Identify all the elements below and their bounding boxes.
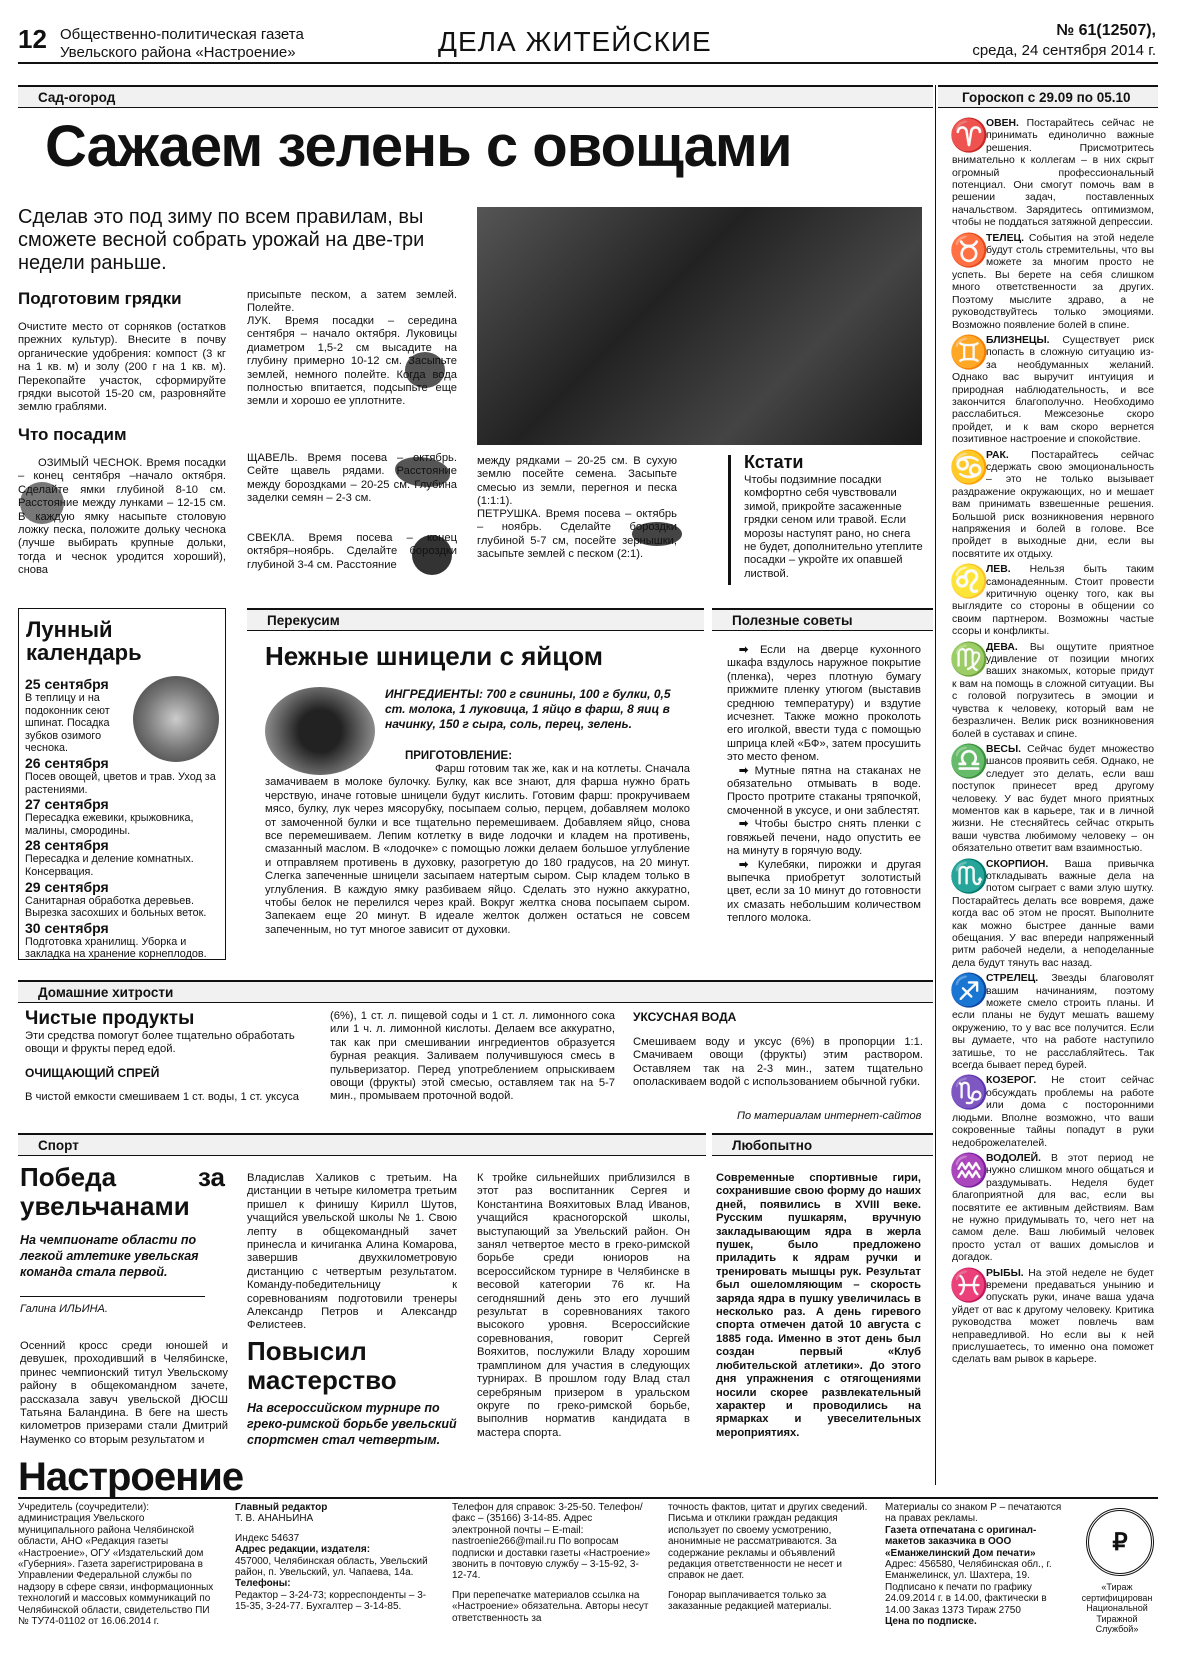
footer-founders: Учредитель (соучредители): администрация Увельского муниципального района Челябинской области, АНО «Редакция газеты «Настроение», ОГУ «Издательский дом «Губерния». Газета зарегистрирована в Управлении Федеральной службы по надзору в сфере связи, информационных технологий и массовых коммуникаций по Челябинской области, свидетельство ПИ № ТУ74-01102 от 16.06.2014 г. <box>18 1502 214 1628</box>
sport-lead-2: На всероссийском турнире по греко-римской борьбе увельский спортсмен стал четвертым. <box>247 1401 457 1447</box>
sport-headline-2: Повысил мастерство <box>247 1336 397 1395</box>
seal-icon: ₽ <box>1086 1508 1154 1576</box>
sport-text-3: К тройке сильнейших приблизился в этот раз воспитанник Сергея и Константина Вояхитовых Влад Иванов, учащийся красногорской школы, выступающий за Увельский район. Он занял четвертое место в греко-римской борьбе среди юниоров на всероссийском турнире в Челябинске в весовой категории 76 кг. На сегодняшний день это его лучший результат в соревнованиях такого высокого уровня. Всероссийские соревнования, говорит Сергей Вояхитов, послужили Владу хорошим трамплином для участия в следующих турнирах. В прошлом году Влад стал серебряным призером в уральском округе по греко-римской борьбе, выполнив норматив кандидата в мастера спорта. <box>477 1172 690 1439</box>
text-onion: ЛУК. Время посадки – середина сентября – начало октября. Луковицы диаметром 1,5-2 см высадите на глубину примерно 10-12 см. Засыпьте землей, немного полейте. Когда вода полностью впитается, подсыпьте еще земли и хорошо ее уплотните. <box>247 315 457 408</box>
libra-icon: ♎ <box>949 742 989 779</box>
lunar-entry: 29 сентября Санитарная обработка деревьев. Вырезка засохших и больных веток. <box>25 878 207 920</box>
lunar-entry: 26 сентября Посев овощей, цветов и трав. Уход за растениями. <box>25 754 216 796</box>
arrow-right-icon: ➡ <box>739 764 755 777</box>
sport-text-2: Владислав Халиков с третьим. На дистанции в четыре километра третьим пришел к финишу Кирилл Шутов, учащийся увельской школы № 1. Свою лепту в общекомандный зачет принесла и кичиганка Алина Комарова, завершив двухкилометровую дистанцию с четвертым результатом. Команду-победительницу к соревнованиям подготовили тренеры Александр Петров и Александр Фелистеев. <box>247 1172 457 1332</box>
garden-photo <box>477 207 922 445</box>
footer-responsibility: точность фактов, цитат и других сведений. Письма и отклики граждан редакция использует по своему усмотрению, анонимные не рассматриваются. За содержание рекламы и объявлений редакция ответственности не несет и справок не дает. Гонорар выплачивается только за заказанные редакцией материалы. <box>668 1502 868 1613</box>
virgo-icon: ♍ <box>949 640 989 677</box>
arrow-right-icon: ➡ <box>739 858 758 871</box>
rubric-snack: Перекусим <box>247 608 704 631</box>
home-vinegar-heading: УКСУСНАЯ ВОДА <box>633 1010 737 1024</box>
heading-beds: Подготовим грядки <box>18 289 182 308</box>
tip-item: ➡ Кулебяки, пирожки и другая выпечка приобретут золотистый цвет, если за 10 минут до готовности их смазать небольшим количеством теплого молока. <box>727 858 922 925</box>
sport-lead: На чемпионате области по легкой атлетике увельская команда стала первой. <box>20 1233 199 1279</box>
horoscope-list <box>949 117 1155 1370</box>
paper-line-1: Общественно-политическая газета <box>60 26 304 43</box>
tips-list <box>727 644 921 926</box>
snack-prep-title: ПРИГОТОВЛЕНИЕ: <box>405 750 513 762</box>
horoscope-sign: ♓ РЫБЫ. На этой неделе не будет времени предаваться унынию и опускать руки, иначе ваша удача уйдет от вас к другому человеку. Критика руководства может повлечь вам неправедливой. Но если вы к ней прислушаетесь, то именно она поможет сделать вам рывок в карьере. <box>949 1266 1154 1366</box>
horoscope-divider <box>935 85 936 1485</box>
footer-logo: Настроение <box>18 1455 244 1499</box>
home-spray-heading: ОЧИЩАЮЩИЙ СПРЕЙ <box>25 1066 160 1080</box>
text-beet: СВЕКЛА. Время посева – конец октября–ноябрь. Сделайте бороздки глубиной 3-4 см. Расстояние <box>247 532 457 571</box>
heading-what: Что посадим <box>18 425 127 444</box>
issue-number: № 61(12507), <box>1056 22 1156 39</box>
home-headline: Чистые продукты <box>25 1008 195 1029</box>
horoscope-sign: ♉ ТЕЛЕЦ. События на этой неделе будут столь стремительны, что вы можете за многим просто не успеть. Вы берете на себя слишком много ответственности за других. Поэтому мыслите здраво, а не руководствуйтесь только эмоциями. Возможно появление болей в спине. <box>949 231 1154 331</box>
footer-editor: Главный редактор Т. В. АНАНЬИНА Индекс 54637 Адрес редакции, издателя: 457000, Челябинская область, Увельский район, п. Увельский, ул. Чапаева, 14а. Телефоны: Редактор – 3-24-73; корреспонденты – 3-15-35, 3-24-77. Бухгалтер – 3-14-85. <box>235 1502 428 1613</box>
text-col3: между рядками – 20-25 см. В сухую землю посейте семена. Засыпьте смесью из земли, перегноя и песка (1:1:1). <box>477 455 677 508</box>
text-parsley: ПЕТРУШКА. Время посева – октябрь – ноябрь. Сделайте бороздки глубиной 5-7 см, посейте зернышки, засыпьте землей с песком (2:1). <box>477 508 677 561</box>
cancer-icon: ♋ <box>949 448 989 485</box>
paper-line-2: Увельского района «Настроение» <box>60 44 296 61</box>
lunar-entry: 27 сентября Пересадка ежевики, крыжовника, малины, смородины. <box>25 796 194 837</box>
gemini-icon: ♊ <box>949 333 989 370</box>
sport-headline: Победа за увельчанами <box>20 1162 225 1221</box>
taurus-icon: ♉ <box>949 231 989 268</box>
footer-contacts: Телефон для справок: 3-25-50. Телефон/факс – (35166) 3-14-85. Адрес электронной почты – E-mail: nastroenie266@mail.ru По вопросам подписки и доставки газеты «Настроение» звонить в почтовую службу – 3-15-92, 3-12-74. При перепечатке материалов ссылка на «Настроение» обязательна. Авторы несут ответственность за <box>452 1502 651 1624</box>
home-source: По материалам интернет-сайтов <box>737 1110 922 1122</box>
horoscope-sign: ♈ ОВЕН. Постарайтесь сейчас не принимать единолично важные решения. Присмотритесь внимательно к коллегам – в них скрыт огромный профессиональный потенциал. Они смогут помочь вам в решении задач, поставленных начальством. Зарядитесь оптимизмом, чтобы не поддаться затяжной депрессии. <box>949 117 1154 229</box>
rubric-sport: Спорт <box>18 1133 706 1156</box>
text-garlic: ОЗИМЫЙ ЧЕСНОК. Время посадки – конец сентября –начало октября. Сделайте ямки глубиной 8-10 см. Расстояние между лунками – 12-15 см. В каждую ямку насыпьте столовую ложку песка, положите дольку чеснока (лучше выбирать крупные дольки, тогда и чеснок уродится хороший), снова <box>18 457 226 577</box>
leo-icon: ♌ <box>949 563 989 600</box>
tip-item: ➡ Мутные пятна на стаканах не обязательно отмывать в воде. Просто протрите стаканы тряпочкой, смоченной в уксусе, и они заблестят. <box>727 764 921 817</box>
masthead <box>18 18 1158 64</box>
horoscope-sign: ♒ ВОДОЛЕЙ. В этот период не нужно слишком много общаться и раздумывать. Неделя будет благоприятной для вас, если вы посвятите ее активным действиям. Вам не нужно придумывать то, чего нет на самом деле. Ваш любимый человек просто устал от ваших домыслов и догадок. <box>949 1151 1154 1264</box>
horoscope-sign: ♌ ЛЕВ. Нельзя быть таким самонадеянным. Стоит провести критичную оценку того, как вы выглядите со стороны в общении со своим партнером. Возможны частые ссоры и конфликты. <box>949 563 1155 638</box>
lunar-entry: 28 сентября Пересадка и деление комнатных. Консервация. <box>25 837 194 878</box>
garden-lead: Сделав это под зиму по всем правилам, вы сможете весной собрать урожай на две-три недели раньше. <box>18 206 425 274</box>
horoscope-sign: ♏ СКОРПИОН. Ваша привычка откладывать важные дела на потом сыграет с вами злую шутку. Постарайтесь делать все вовремя, даже когда вас об этом не просят. Выполните как можно быстрее данные вами обещания. У вас впереди напряженный ритм рабочей недели, а неподеланные дела будут тянуть вас назад. <box>949 857 1154 969</box>
pisces-icon: ♓ <box>949 1266 989 1303</box>
lunar-entries <box>25 676 220 961</box>
kstati-rule <box>728 455 731 585</box>
lunar-title-2: календарь <box>26 640 142 665</box>
aquarius-icon: ♒ <box>949 1151 989 1188</box>
kstati-text: Чтобы подзимние посадки комфортно себя чувствовали зимой, прикройте засаженные грядки сеном или травой. Если морозы наступят рано, но снега не будет, дополнительно утеплите посадки – укройте их опавшей листвой. <box>744 474 923 580</box>
snack-headline: Нежные шницели с яйцом <box>265 641 604 671</box>
seal-text: «Тираж сертифицирован Национальной Тиражной Службой» <box>1081 1582 1153 1634</box>
snack-ingredients: ИНГРЕДИЕНТЫ: 700 г свинины, 100 г булки, 0,5 ст. молока, 1 луковица, 1 яйцо в фарш, 8 яиц в начинку, 150 г сыра, соль, перец, зелень. <box>385 687 671 731</box>
curious-text: Современные спортивные гири, сохранившие свою форму до наших дней, появились в XVIII веке. Русским пушкарям, вручную закладывающим ядра в жерла пушек, было предложено приладить к ядрам ручки и тренировать мышцы рук. Результат был ошеломляющим – скорость заряда ядра в пушку увеличилась в несколько раз. А день гиревого спорта отмечен датой 10 августа с 1885 года. Именно в этот день был создан первый «Клуб любительской атлетики». До этого дня упражнения с отягощениями носили скорее развлекательный характер и проводились на ярмарках и увеселительных мероприятиях. <box>716 1172 921 1439</box>
home-spray-text-1: В чистой емкости смешиваем 1 ст. воды, 1 ст. уксуса <box>25 1091 299 1103</box>
text-col2a: присыпьте песком, а затем землей. Полейте. <box>247 289 457 315</box>
horoscope-sign: ♊ БЛИЗНЕЦЫ. Существует риск попасть в сложную ситуацию из-за необдуманных желаний. Однако вас выручит интуиция и природная наблюдательность, и все закончится благополучно. Необходимо расслабиться. Межсезонье скоро пройдет, и к вам скоро вернется позитивное настроение и спокойствие. <box>949 333 1154 446</box>
horoscope-sign: ♋ РАК. Постарайтесь сейчас сдержать свою эмоциональность – это не только вызывает раздражение окружающих, но и мешает вам принимать взвешенные решения. Большой риск возникновения нервного напряжения и болей в голове. Все пройдет в выходные дни, если вы посвятите их отдыху. <box>949 448 1155 560</box>
sport-author: Галина ИЛЬИНА. <box>20 1303 108 1315</box>
scorpio-icon: ♏ <box>949 857 989 894</box>
text-sorrel: ЩАВЕЛЬ. Время посева – октябрь. Сейте щавель рядами. Расстояние между бороздками – 20-25 см. Глубина заделки семян – 2-3 см. <box>247 452 457 505</box>
issue-date: среда, 24 сентября 2014 г. <box>972 42 1156 59</box>
page-number: 12 <box>18 24 47 54</box>
rubric-garden: Сад-огород <box>18 85 933 108</box>
horoscope-sign: ♐ СТРЕЛЕЦ. Звезды благоволят вашим начинаниям, поэтому можете смело строить планы. И если планы не будут мешать вашему окружению, то у вас все получится. Если вы думаете, что на работе наступило затишье, то не расслабляйтесь. Так всегда бывает перед бурей. <box>949 972 1154 1072</box>
lunar-entry: 25 сентября В теплицу и на подоконник сеют шпинат. Посадка зубков озимого чеснока. <box>25 676 110 755</box>
aries-icon: ♈ <box>949 117 989 153</box>
horoscope-sign: ♍ ДЕВА. Вы ощутите приятное удивление от позиции многих ваших знакомых, которые придут к вам на помощь в сложной ситуации. Вы с головой погрузитесь в эмоции и чувства к человеку, который вам не безразличен. Велик риск возникновения болей в суставах и спине. <box>949 640 1154 740</box>
home-spray-text-2: (6%), 1 ст. л. пищевой соды и 1 ст. л. лимонного сока или 1 ч. л. лимонной кислоты. Делаем все аккуратно, так как при смешивании ингредиентов образуется бурная реакция. Заливаем получившуюся смесь в пульверизатор. Перед употреблением опрыскиваем овощи (фрукты) этой смесью, оставляем так на 5-7 мин., промываем проточной водой. <box>330 1010 615 1103</box>
lunar-title-1: Лунный <box>26 617 113 642</box>
home-lead: Эти средства помогут более тщательно обработать овощи и фрукты перед едой. <box>25 1030 295 1056</box>
text-beds: Очистите место от сорняков (остатков прежних культур). Внесите в почву органические удобрения: компост (3 кг на 1 кв. м) и золу (200 г на 1 кв. м). Перекопайте участок, сформируйте грядки высотой 15-20 см, разровняйте землю граблями. <box>18 321 226 414</box>
snack-prep-text: Фарш готовим так же, как и на котлеты. Сначала замачиваем в молоке булочку. Булку, как все знают, для фарша нужно брать черствую, иначе готовые шницели будут кислить. Готовим фарш: прокручиваем мясо, булку, лук через мясорубку, посыпаем солью, перцем, добавляем молоко от замоченной булки и все тщательно перемешиваем. Добавляем яйцо, снова все перемешиваем. Лепим котлетку в виде лодочки и кладем на противень, смазанный маслом. В «лодочке» с помощью ложки делаем большое углубление и отправляем противень в духовку, разогретую до 180 градусов, на 20 минут. Слегка запеченные шницели засыпаем натертым сыром. Сыр кладем только в углубления. В каждую ямку разбиваем яйцо. Сделать это нужно аккуратно, чтобы белок не перелился через край. Вокруг желтка снова посыпаем сыром. Запекаем еще 20 минут. В идеале желток должен остаться не совсем запеченным, но тут многое зависит от духовки. <box>265 763 690 936</box>
schnitzel-image <box>265 687 375 775</box>
sport-text-1: Осенний кросс среди юношей и девушек, проходивший в Челябинске, принес чемпионский титул Увельскому району в общекомандном зачете, рассказала завуч увельской ДЮСШ Татьяна Баландина. В беге на шесть километров призерами стали Дмитрий Науменко со вторым результатом и <box>20 1340 228 1446</box>
arrow-right-icon: ➡ <box>739 644 760 656</box>
rubric-curious: Любопытно <box>712 1133 933 1156</box>
tip-item: ➡ Если на дверце кухонного шкафа вздулось наружное покрытие (пленка), через плотную бумагу прижмите пленку утюгом (выставив среднюю температуру) и вздутие исчезнет. Также можно проколоть его иголкой, ввести туда с помощью шприца клей «БФ», затем просушить это место феном. <box>727 644 922 764</box>
capricorn-icon: ♑ <box>949 1074 989 1111</box>
section-title: ДЕЛА ЖИТЕЙСКИЕ <box>438 26 712 57</box>
tip-item: ➡ Чтобы быстро снять пленки с говяжьей печени, надо опустить ее на минуту в горячую воду. <box>727 818 921 858</box>
garden-headline: Сажаем зелень с овощами <box>45 114 792 179</box>
lunar-entry: 30 сентября Подготовка хранилищ. Уборка и закладка на хранение корнеплодов. <box>25 919 207 961</box>
sagittarius-icon: ♐ <box>949 972 989 1009</box>
arrow-right-icon: ➡ <box>739 818 755 831</box>
kstati-title: Кстати <box>744 452 804 472</box>
horoscope-sign: ♑ КОЗЕРОГ. Не стоит сейчас обсуждать проблемы на работе или дома с посторонними людьми. Вполне возможно, что ваши сокровенные тайны попадут в руки недоброжелателей. <box>949 1074 1155 1149</box>
home-vinegar-text: Смешиваем воду и уксус (6%) в пропорции 1:1. Смачиваем овощи (фрукты) этим раствором. Оставляем так на 2-3 мин., затем тщательно ополаскиваем водой с использованием обычной губки. <box>633 1036 923 1089</box>
horoscope-sign: ♎ ВЕСЫ. Сейчас будет множество шансов проявить себя. Однако, не следует это делать, если ваш поступок принесет вред другому человеку. У вас будет много приятных моментов как в карьере, так и в личной жизни. Не стесняйтесь сейчас открыть ваши чувства любимому человеку – он обязательно ответит вам взаимностью. <box>949 742 1154 855</box>
rubric-tips: Полезные советы <box>712 608 933 631</box>
sport-author-rule <box>20 1296 205 1297</box>
rubric-horoscope: Гороскоп с 29.09 по 05.10 <box>938 85 1158 108</box>
footer-print: Материалы со знаком Р – печатаются на правах рекламы. Газета отпечатана с оригинал-макетов заказчика в ООО «Еманжелинский Дом печати» Адрес: 456580, Челябинская обл., г. Еманжелинск, ул. Шахтера, 19. Подписано к печати по графику 24.09.2014 г. в 14.00, фактически в 14.00 Заказ 1373 Тираж 2750 Цена по подписке. <box>885 1502 1062 1628</box>
rubric-home: Домашние хитрости <box>18 980 933 1003</box>
